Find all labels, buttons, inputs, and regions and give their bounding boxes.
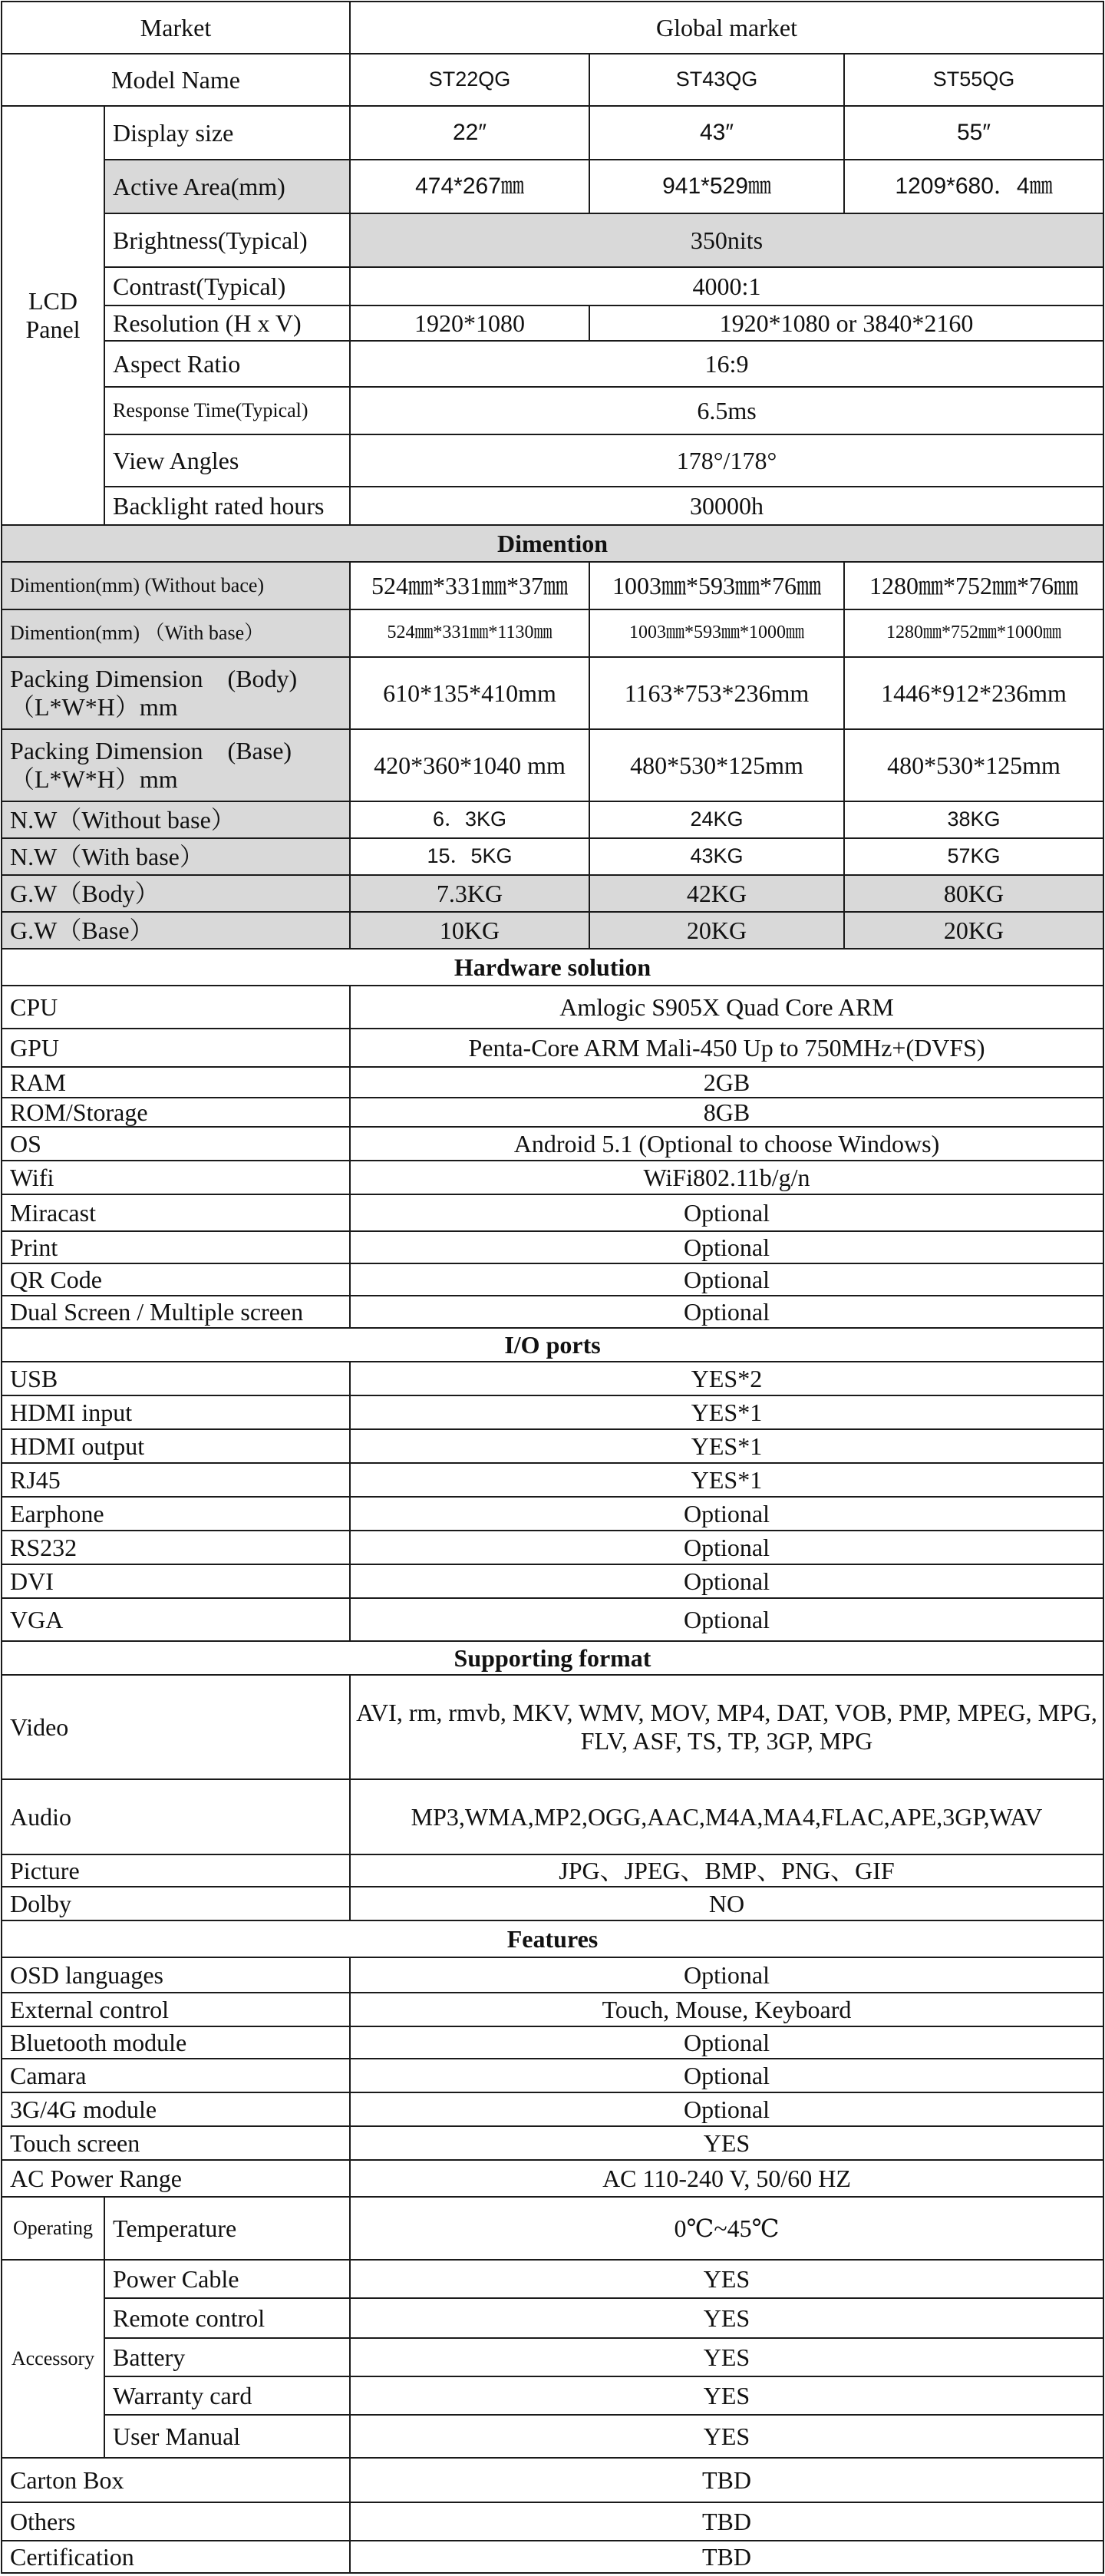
lcd-active_area-label: Active Area(mm) [104,159,351,214]
model-name-label: Model Name [1,53,351,107]
dimention-row-1-value-2: 1280㎜*752㎜*1000㎜ [843,609,1104,658]
lcd-brightness-label: Brightness(Typical) [104,213,351,268]
dimention-row-6-value-2: 80KG [843,874,1104,913]
lcd-backlight-label: Backlight rated hours [104,486,351,526]
lcd-contrast-value: 4000:1 [349,266,1104,306]
hardware-row-7-label: Print [1,1230,351,1264]
formats-row-3-label: Dolby [1,1886,351,1921]
io-row-0-label: USB [1,1361,351,1396]
accessory-row-0-value: YES [349,2259,1104,2299]
io-row-4-value: Optional [349,1496,1104,1531]
dimention-row-4-value-0: 6．3KG [349,801,590,839]
tail-row-2-label: Certification [1,2540,351,2574]
features-section-title: Features [1,1920,1104,1958]
io-row-1-value: YES*1 [349,1395,1104,1430]
accessory-row-1-value: YES [349,2297,1104,2339]
io-row-4-label: Earphone [1,1496,351,1531]
features-row-6-value: AC 110-240 V, 50/60 HZ [349,2159,1104,2198]
features-row-1-value: Touch, Mouse, Keyboard [349,1992,1104,2027]
features-row-4-value: Optional [349,2092,1104,2127]
io-row-6-value: Optional [349,1564,1104,1599]
features-row-0-label: OSD languages [1,1957,351,1993]
dimention-row-5-value-2: 57KG [843,837,1104,876]
lcd-response-value: 6.5ms [349,386,1104,435]
io-row-1-label: HDMI input [1,1395,351,1430]
hardware-row-0-value: Amlogic S905X Quad Core ARM [349,985,1104,1029]
hardware-row-9-label: Dual Screen / Multiple screen [1,1295,351,1329]
lcd-brightness-value: 350nits [349,213,1104,268]
model-name-0: ST22QG [349,53,590,107]
dimention-row-2-value-0: 610*135*410mm [349,656,590,730]
tail-row-1-value: TBD [349,2502,1104,2541]
io-row-7-label: VGA [1,1597,351,1642]
dimention-row-3-value-0: 420*360*1040 mm [349,728,590,802]
dimention-row-1-value-0: 524㎜*331㎜*1130㎜ [349,609,590,658]
lcd-resolution-value-others: 1920*1080 or 3840*2160 [589,305,1104,342]
formats-row-1-label: Audio [1,1778,351,1855]
io-row-3-label: RJ45 [1,1462,351,1498]
dimention-row-4-value-2: 38KG [843,801,1104,839]
dimention-row-7-value-1: 20KG [589,911,845,949]
dimention-row-4-value-1: 24KG [589,801,845,839]
tail-row-1-label: Others [1,2502,351,2541]
features-row-2-label: Bluetooth module [1,2026,351,2059]
tail-row-0-value: TBD [349,2457,1104,2503]
hardware-row-3-label: ROM/Storage [1,1097,351,1128]
accessory-row-0-label: Power Cable [104,2259,351,2299]
dimention-row-2-value-2: 1446*912*236mm [843,656,1104,730]
hardware-row-5-label: Wifi [1,1160,351,1195]
formats-row-0-label: Video [1,1674,351,1780]
dimention-row-2-value-1: 1163*753*236mm [589,656,845,730]
dimention-row-1-value-1: 1003㎜*593㎜*1000㎜ [589,609,845,658]
dimention-row-7-value-0: 10KG [349,911,590,949]
lcd-panel-group-label: LCD Panel [1,105,105,526]
features-row-6-label: AC Power Range [1,2159,351,2198]
accessory-row-3-value: YES [349,2376,1104,2416]
hardware-row-8-value: Optional [349,1263,1104,1296]
io-row-2-label: HDMI output [1,1428,351,1464]
dimention-row-0-value-2: 1280㎜*752㎜*76㎜ [843,561,1104,610]
hardware-row-3-value: 8GB [349,1097,1104,1128]
lcd-display_size-label: Display size [104,105,351,160]
lcd-response-label: Response Time(Typical) [104,386,351,435]
dimention-row-1-label: Dimention(mm) （With base） [1,609,351,658]
dimention-row-2-label: Packing Dimension (Body) （L*W*H）mm [1,656,351,730]
hardware-row-4-label: OS [1,1126,351,1161]
lcd-aspect-value: 16:9 [349,340,1104,388]
formats-row-3-value: NO [349,1886,1104,1921]
model-name-2: ST55QG [843,53,1104,107]
dimention-row-5-value-0: 15．5KG [349,837,590,876]
hardware-row-1-value: Penta-Core ARM Mali-450 Up to 750MHz+(DVFS) [349,1028,1104,1068]
hardware-row-6-value: Optional [349,1194,1104,1232]
dimention-row-3-label: Packing Dimension (Base) （L*W*H）mm [1,728,351,802]
hardware-row-7-value: Optional [349,1230,1104,1264]
lcd-view-value: 178°/178° [349,434,1104,487]
formats-row-2-label: Picture [1,1854,351,1887]
features-row-3-label: Camara [1,2058,351,2093]
dimention-row-4-label: N.W（Without base） [1,801,351,839]
lcd-active_area-value-2: 1209*680．4㎜ [843,159,1104,214]
hardware-row-8-label: QR Code [1,1263,351,1296]
features-row-4-label: 3G/4G module [1,2092,351,2127]
hardware-row-6-label: Miracast [1,1194,351,1232]
tail-row-0-label: Carton Box [1,2457,351,2503]
accessory-row-2-value: YES [349,2337,1104,2377]
hardware-section-title: Hardware solution [1,948,1104,986]
accessory-row-4-label: User Manual [104,2414,351,2459]
accessory-row-2-label: Battery [104,2337,351,2377]
io-row-2-value: YES*1 [349,1428,1104,1464]
lcd-contrast-label: Contrast(Typical) [104,266,351,306]
hardware-row-5-value: WiFi802.11b/g/n [349,1160,1104,1195]
formats-section-title: Supporting format [1,1640,1104,1676]
market-value: Global market [349,1,1104,54]
accessory-row-4-value: YES [349,2414,1104,2459]
dimention-row-0-value-1: 1003㎜*593㎜*76㎜ [589,561,845,610]
io-row-5-label: RS232 [1,1530,351,1565]
hardware-row-2-label: RAM [1,1066,351,1098]
accessory-row-3-label: Warranty card [104,2376,351,2416]
formats-row-0-value: AVI, rm, rmvb, MKV, WMV, MOV, MP4, DAT, VOB, PMP, MPEG, MPG, FLV, ASF, TS, TP, 3GP, MPG [349,1674,1104,1780]
io-row-5-value: Optional [349,1530,1104,1565]
lcd-display_size-value-0: 22″ [349,105,590,160]
io-row-6-label: DVI [1,1564,351,1599]
io-section-title: I/O ports [1,1327,1104,1362]
lcd-display_size-value-2: 55″ [843,105,1104,160]
hardware-row-9-value: Optional [349,1295,1104,1329]
lcd-view-label: View Angles [104,434,351,487]
lcd-active_area-value-1: 941*529㎜ [589,159,845,214]
dimention-row-3-value-2: 480*530*125mm [843,728,1104,802]
market-label: Market [1,1,351,54]
dimention-row-6-value-1: 42KG [589,874,845,913]
model-name-1: ST43QG [589,53,845,107]
lcd-active_area-value-0: 474*267㎜ [349,159,590,214]
formats-row-1-value: MP3,WMA,MP2,OGG,AAC,M4A,MA4,FLAC,APE,3GP,WAV [349,1778,1104,1855]
accessory-row-1-label: Remote control [104,2297,351,2339]
io-row-7-value: Optional [349,1597,1104,1642]
dimention-row-0-label: Dimention(mm) (Without bace) [1,561,351,610]
features-row-2-value: Optional [349,2026,1104,2059]
dimention-row-6-value-0: 7.3KG [349,874,590,913]
lcd-aspect-label: Aspect Ratio [104,340,351,388]
dimention-row-0-value-0: 524㎜*331㎜*37㎜ [349,561,590,610]
operating-temperature-value: 0℃~45℃ [349,2196,1104,2261]
dimention-row-5-value-1: 43KG [589,837,845,876]
dimention-row-7-label: G.W（Base） [1,911,351,949]
hardware-row-4-value: Android 5.1 (Optional to choose Windows) [349,1126,1104,1161]
operating-group-label: Operating [1,2196,105,2261]
accessory-group-label: Accessory [1,2259,105,2459]
dimention-section-title: Dimention [1,524,1104,563]
operating-temperature-label: Temperature [104,2196,351,2261]
lcd-resolution-label: Resolution (H x V) [104,305,351,342]
formats-row-2-value: JPG、JPEG、BMP、PNG、GIF [349,1854,1104,1887]
features-row-1-label: External control [1,1992,351,2027]
lcd-display_size-value-1: 43″ [589,105,845,160]
tail-row-2-value: TBD [349,2540,1104,2574]
dimention-row-7-value-2: 20KG [843,911,1104,949]
hardware-row-1-label: GPU [1,1028,351,1068]
features-row-3-value: Optional [349,2058,1104,2093]
io-row-3-value: YES*1 [349,1462,1104,1498]
dimention-row-6-label: G.W（Body） [1,874,351,913]
lcd-backlight-value: 30000h [349,486,1104,526]
dimention-row-5-label: N.W（With base） [1,837,351,876]
features-row-0-value: Optional [349,1957,1104,1993]
features-row-5-value: YES [349,2125,1104,2161]
lcd-resolution-value-st22qg: 1920*1080 [349,305,590,342]
dimention-row-3-value-1: 480*530*125mm [589,728,845,802]
io-row-0-value: YES*2 [349,1361,1104,1396]
hardware-row-2-value: 2GB [349,1066,1104,1098]
features-row-5-label: Touch screen [1,2125,351,2161]
hardware-row-0-label: CPU [1,985,351,1029]
